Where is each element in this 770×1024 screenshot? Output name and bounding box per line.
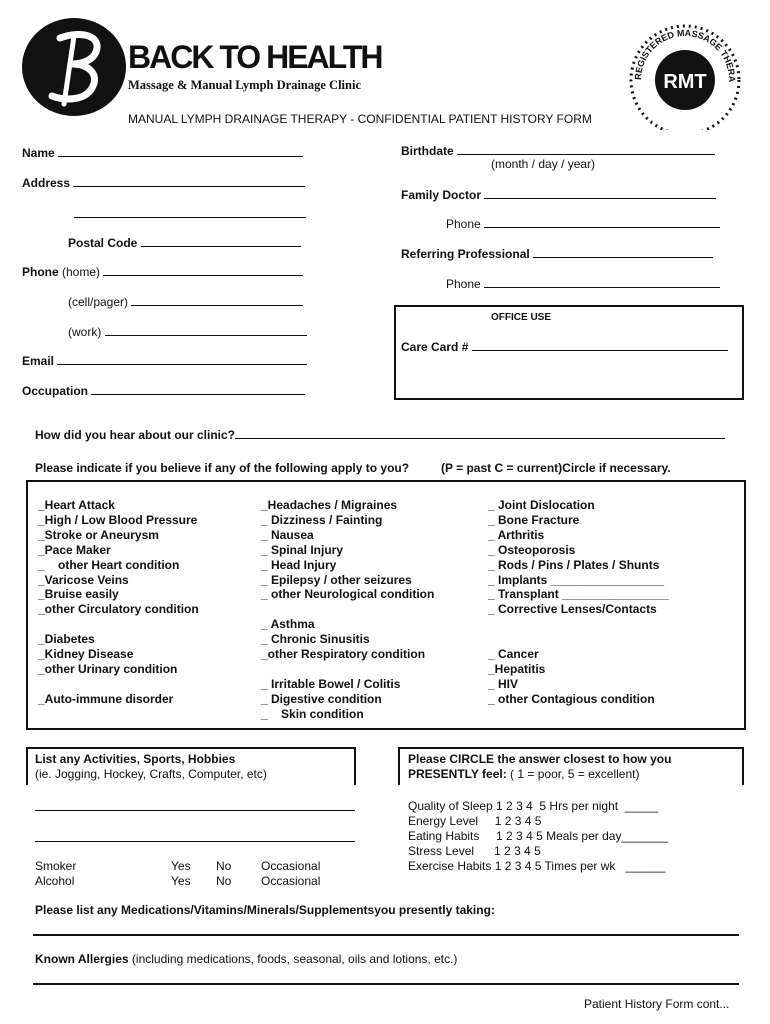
conditions-col2[interactable]: _Headaches / Migraines _ Dizziness / Fainting _ Nausea _ Spinal Injury _ Head Injury _ Epilepsy / other seizures _ other Neurological condition _ Asthma _ Chronic Sinusitis _other Respiratory condition _ Irritable Bowel / Colitis _ Digestive condition _ Skin condition <box>261 498 435 721</box>
feel-subtitle: PRESENTLY feel: ( 1 = poor, 5 = excellent) <box>408 767 640 781</box>
feel-title: Please CIRCLE the answer closest to how you <box>408 752 672 766</box>
phone-work-row: (work) <box>68 324 307 339</box>
hear-about-row: How did you hear about our clinic? <box>35 427 725 442</box>
allergies-label: Known Allergies (including medications, foods, seasonal, oils and lotions, etc.) <box>35 952 458 966</box>
family-doctor-row: Family Doctor <box>401 187 716 202</box>
rating-exercise[interactable]: Exercise Habits 1 2 3 4 5 Times per wk ______ <box>408 859 666 873</box>
allergies-line[interactable] <box>33 983 739 985</box>
name-row: Name <box>22 145 303 160</box>
referring-row: Referring Professional <box>401 246 713 261</box>
email-row: Email <box>22 353 307 368</box>
hear-about-field[interactable] <box>235 427 725 439</box>
medications-line[interactable] <box>33 934 739 936</box>
postal-code-row: Postal Code <box>68 235 301 250</box>
activities-title: List any Activities, Sports, Hobbies <box>35 752 236 766</box>
rating-eating[interactable]: Eating Habits 1 2 3 4 5 Meals per day_______ <box>408 829 669 843</box>
conditions-key: (P = past C = current)Circle if necessary. <box>441 461 671 475</box>
phone-cell-field[interactable] <box>131 294 303 306</box>
rmt-badge-text: RMT <box>663 71 707 93</box>
birthdate-hint: (month / day / year) <box>491 157 596 171</box>
postal-code-field[interactable] <box>141 235 301 247</box>
form-title: MANUAL LYMPH DRAINAGE THERAPY - CONFIDENTIAL PATIENT HISTORY FORM <box>128 112 592 126</box>
care-card-field[interactable] <box>472 339 728 351</box>
office-use-heading: OFFICE USE <box>491 312 552 323</box>
address-line2-field[interactable] <box>74 206 306 218</box>
name-field[interactable] <box>58 145 303 157</box>
referring-field[interactable] <box>533 246 713 258</box>
birthdate-field[interactable] <box>457 143 715 155</box>
care-card-row: Care Card # <box>401 339 728 354</box>
phone-home-field[interactable] <box>103 264 303 276</box>
brand-tagline: Massage & Manual Lymph Drainage Clinic <box>128 78 361 92</box>
brand-title: BACK TO HEALTH <box>128 39 382 75</box>
footer-continued: Patient History Form cont... <box>584 997 730 1011</box>
occupation-field[interactable] <box>91 383 305 395</box>
doctor-phone-field[interactable] <box>484 216 720 228</box>
logo-figure-icon <box>22 18 126 116</box>
lifestyle-table <box>35 859 335 889</box>
smoker-row[interactable]: Smoker Yes No Occasional <box>35 859 321 873</box>
activities-hint: (ie. Jogging, Hockey, Crafts, Computer, etc) <box>35 767 267 781</box>
alcohol-row[interactable]: Alcohol Yes No Occasional <box>35 874 321 888</box>
referring-phone-field[interactable] <box>484 276 720 288</box>
activities-line-1[interactable] <box>35 810 355 811</box>
doctor-phone-row: Phone <box>446 216 720 231</box>
conditions-col1[interactable]: _Heart Attack _High / Low Blood Pressure _Stroke or Aneurysm _Pace Maker _ other Heart condition _Varicose Veins _Bruise easily _other Circulatory condition _Diabetes _Kidney Disease _other Urinary condition _Auto-immune disorder <box>38 498 199 706</box>
referring-phone-row: Phone <box>446 276 720 291</box>
rating-sleep[interactable]: Quality of Sleep 1 2 3 4 5 Hrs per night _____ <box>408 799 659 813</box>
conditions-intro: Please indicate if you believe if any of the following apply to you? <box>35 461 410 475</box>
rmt-badge <box>619 18 751 130</box>
rating-energy[interactable]: Energy Level 1 2 3 4 5 <box>408 814 542 828</box>
rating-stress[interactable]: Stress Level 1 2 3 4 5 <box>408 844 541 858</box>
birthdate-row: Birthdate <box>401 143 715 158</box>
phone-home-row: Phone (home) <box>22 264 303 279</box>
medications-label: Please list any Medications/Vitamins/Minerals/Supplementsyou presently taking: <box>35 903 495 917</box>
rmt-seal-icon <box>619 18 751 130</box>
email-field[interactable] <box>57 353 307 365</box>
ratings-list[interactable] <box>408 799 668 874</box>
phone-work-field[interactable] <box>105 324 307 336</box>
address-line2-row <box>74 206 306 221</box>
conditions-col3[interactable]: _ Joint Dislocation _ Bone Fracture _ Arthritis _ Osteoporosis _ Rods / Pins / Plates / Shunts _ Implants _________________ _ Transplant ________________ _ Corrective Lenses/Contacts _ Cancer _Hepatitis _ HIV _ other Contagious condition <box>488 498 669 706</box>
address-field[interactable] <box>73 175 305 187</box>
svg-text:REGISTERED MASSAGE THERAPIST: REGISTERED MASSAGE THERA <box>632 27 738 83</box>
address-row: Address <box>22 175 305 190</box>
clinic-logo <box>22 18 126 116</box>
phone-cell-row: (cell/pager) <box>68 294 303 309</box>
occupation-row: Occupation <box>22 383 305 398</box>
activities-line-2[interactable] <box>35 841 355 842</box>
family-doctor-field[interactable] <box>484 187 716 199</box>
